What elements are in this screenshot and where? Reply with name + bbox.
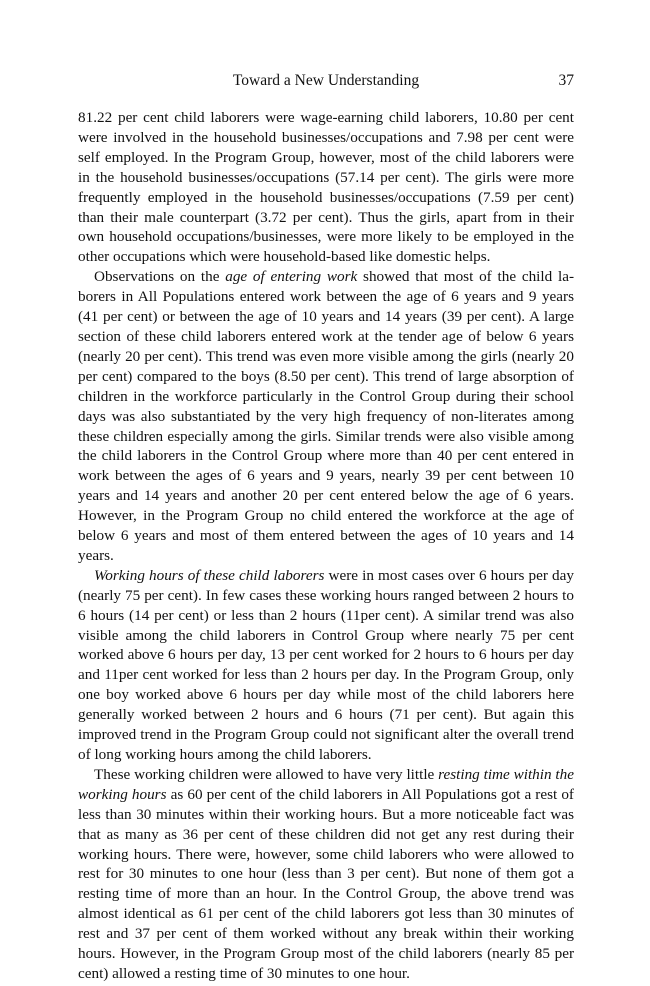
paragraph: [78, 108, 574, 267]
paragraph-text: Observations on the: [94, 268, 226, 286]
body-text: [78, 108, 574, 984]
paragraph-text: were in most cases over 6 hours per day (nearly 75 per cent). In few cases these working hours ranged between 2 hours to 6 hours (14 per cent) or less than 2 hours (11per cent). A similar trend was also visible among the child laborers in Control Group where nearly 75 per cent worked above 6 hours per day, 13 per cent worked for 2 hours to 6 hours per day and 11per cent worked for less than 2 hours per day. In the Program Group, only one boy worked above 6 hours per day while most of the child laborers here generally worked between 2 hours and 6 hours (71 per cent). But again this improved trend in the Program Group could not significant alter the overall trend of long working hours among the child laborers.: [78, 566, 574, 763]
running-header: [78, 71, 574, 91]
italic-term: Working hours of these child laborers: [94, 566, 325, 584]
paragraph: [78, 765, 574, 984]
paragraph-text: 81.22 per cent child laborers were wage-earning child laborers, 10.80 per cent were involved in the household businesses/occupations and 7.98 per cent were self employed. In the Program Group, however, most of the child laborers were in the household businesses/occupations (57.14 per cent). The girls were more frequently employed in the household businesses/occupations (7.59 per cent) than their male counterpart (3.72 per cent). Thus the girls, apart from in their own household occupations/businesses, were more likely to be employed in the other occupations which were household-based like domestic helps.: [78, 109, 574, 266]
paragraph: [78, 566, 574, 765]
paragraph-text: These working children were allowed to have very little: [94, 765, 439, 783]
running-title: Toward a New Understanding: [232, 72, 420, 89]
page-number: 37: [558, 72, 574, 89]
paragraph-text: as 60 per cent of the child laborers in All Populations got a rest of less than 30 minutes within their working hours. But a more noticeable fact was that as many as 36 per cent of these children did not get any rest during their working hours. There were, however, some child laborers who were allowed to rest for 30 minutes to one hour (less than 3 per cent). But none of them got a resting time of more than an hour. In the Control Group, the above trend was almost identical as 61 per cent of the child laborers got less than 30 minutes of rest and 37 per cent of them worked without any break within their working hours. However, in the Program Group most of the child laborers (nearly 85 per cent) allowed a resting time of 30 minutes to one hour.: [78, 785, 574, 982]
paragraph-text: showed that most of the child laborers in All Populations entered work between the age of 6 years and 9 years (41 per cent) or between the age of 10 years and 14 years (39 per cent). A large section of these child laborers entered work at the tender age of below 6 years (nearly 20 per cent). This trend was even more visible among the girls (nearly 20 per cent) compared to the boys (8.50 per cent). This trend of large absorption of children in the workforce particularly in the Control Group during their school days was also substantiated by the very high frequency of non-literates among these children especially among the girls. Similar trends were also visible among the child laborers in the Control Group where more than 40 per cent entered in work between the ages of 6 years and 9 years, nearly 39 per cent between 10 years and 14 years and another 20 per cent entered below the age of 6 years. However, in the Program Group no child entered the workforce at the age of below 6 years and most of them entered between the ages of 10 years and 14 years.: [78, 268, 575, 564]
italic-term: resting time within the working hours: [78, 765, 574, 803]
paragraph: [78, 267, 574, 566]
italic-term: age of entering work: [225, 268, 358, 286]
